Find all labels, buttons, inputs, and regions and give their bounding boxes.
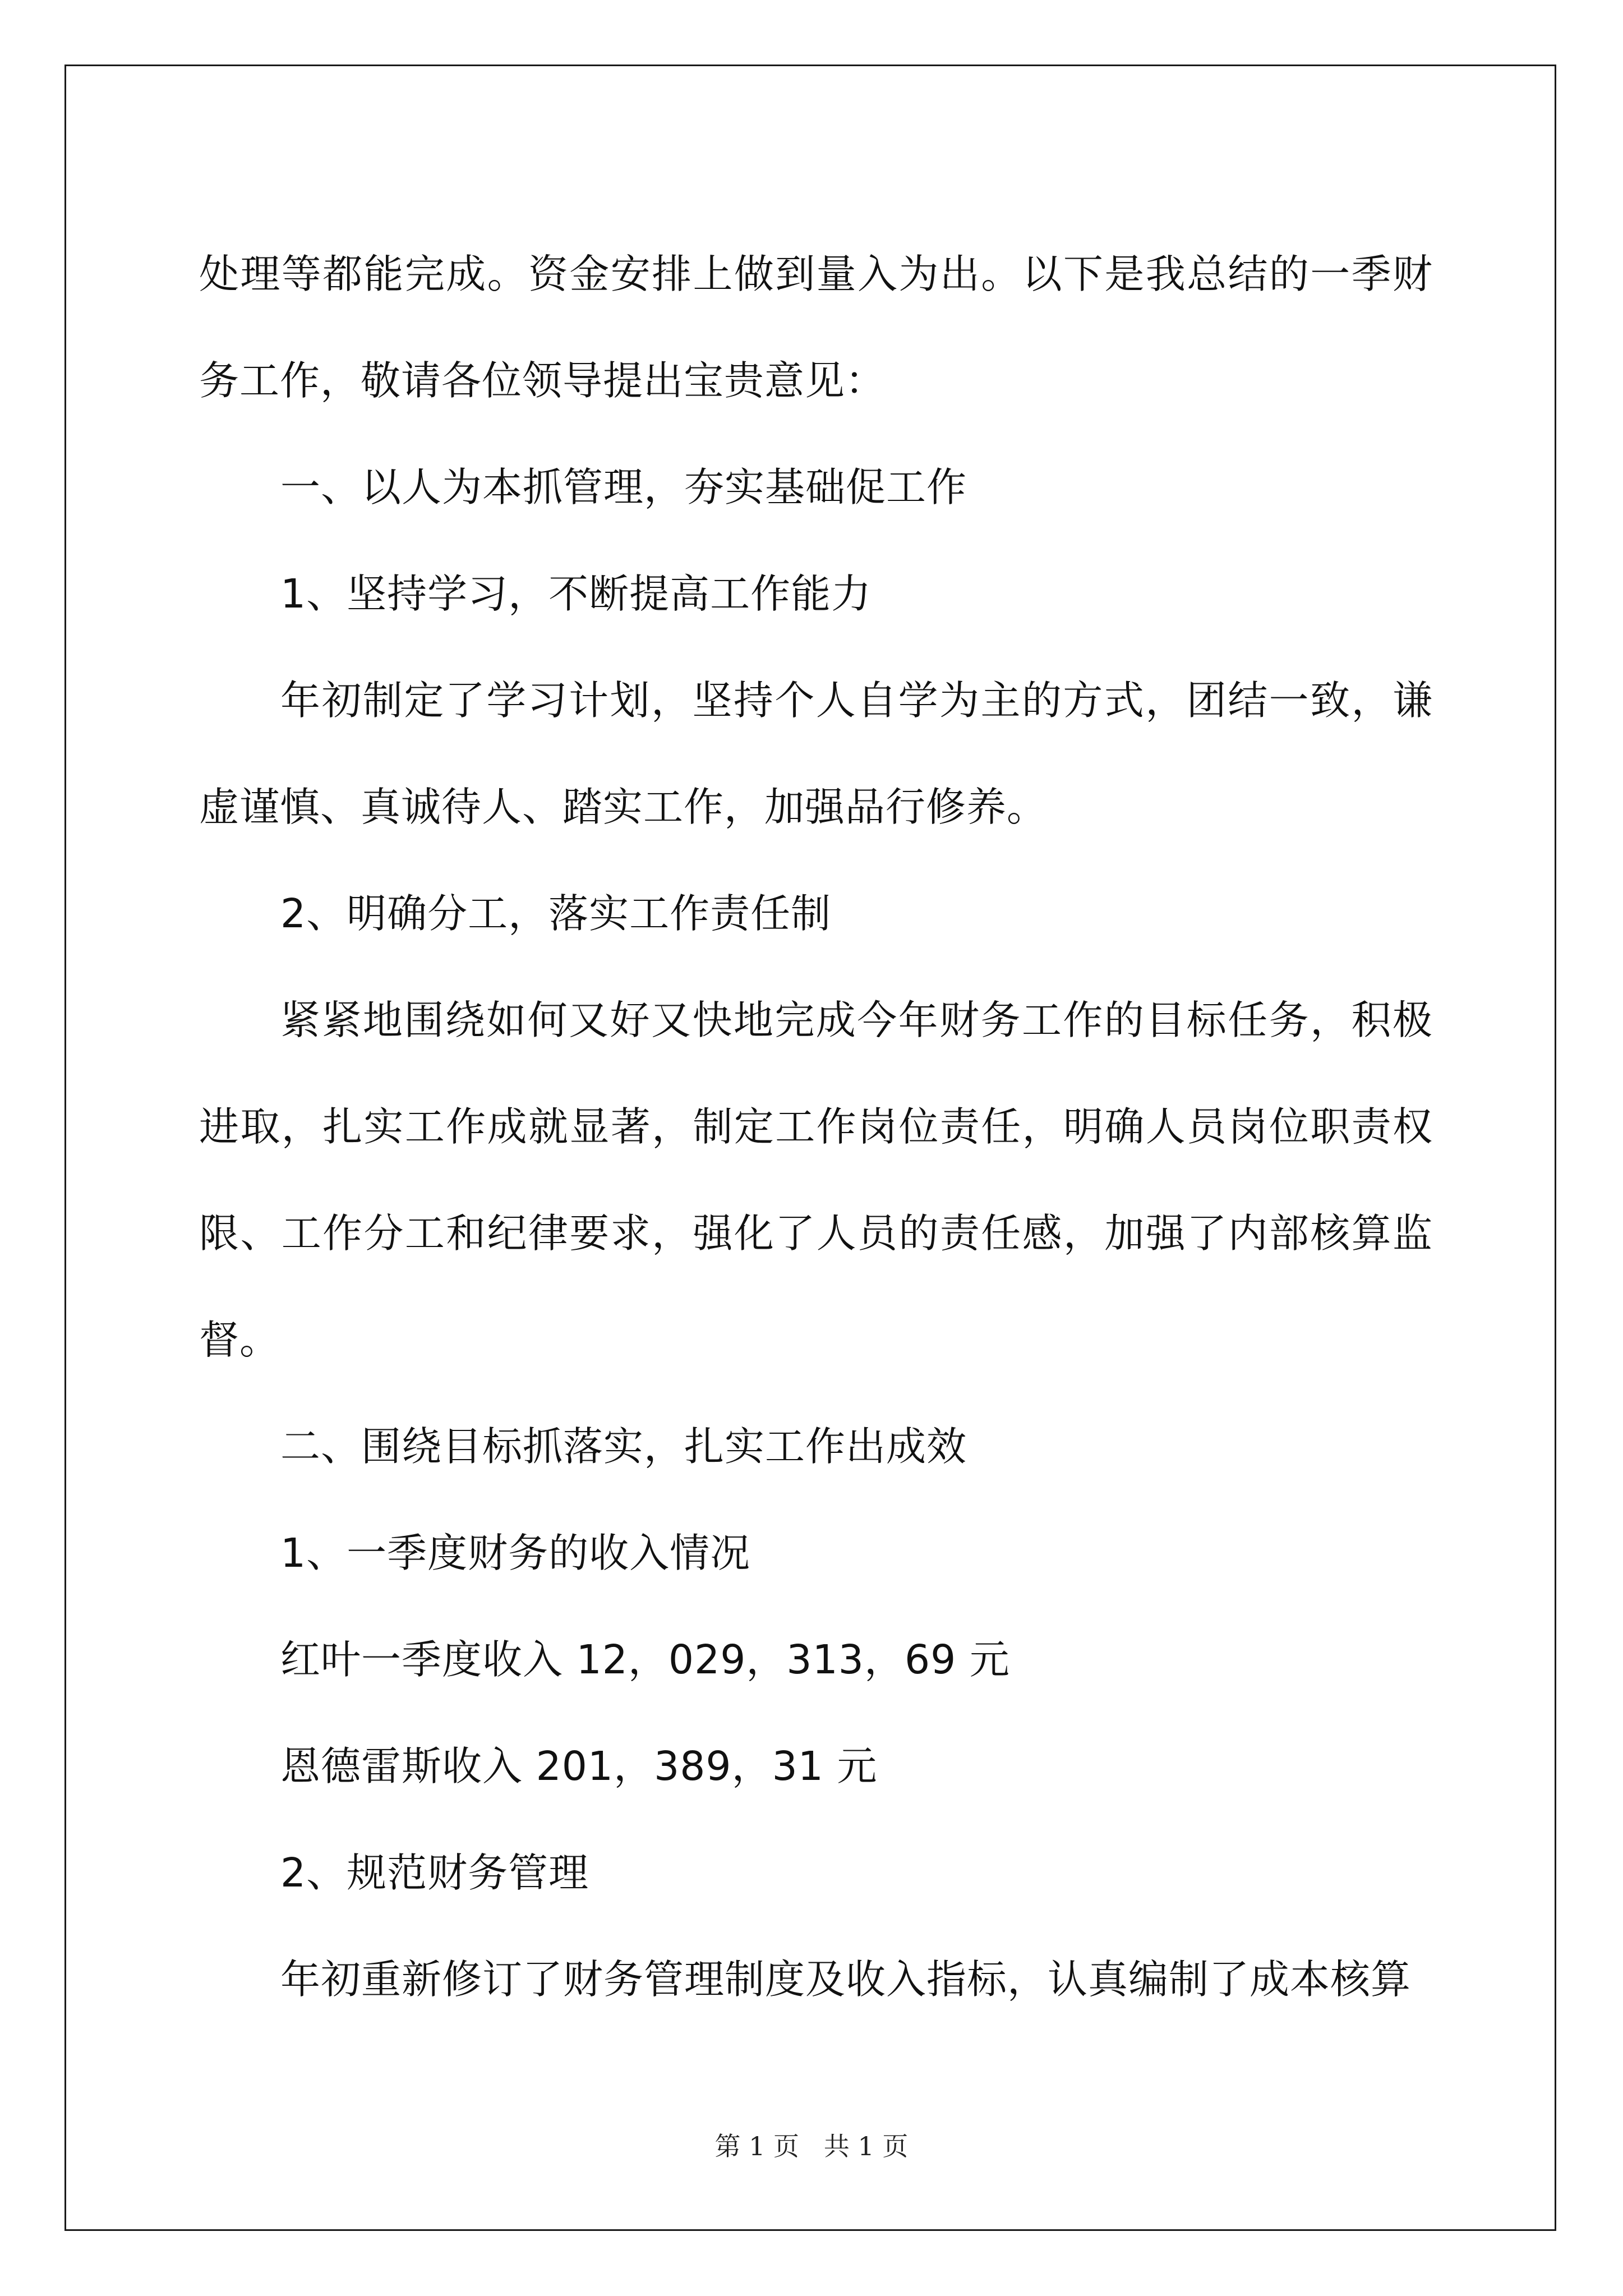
page-number-footer: 第 1 页 共 1 页 bbox=[714, 2131, 909, 2161]
paragraph-study-plan: 年初制定了学习计划，坚持个人自学为主的方式，团结一致，谦虚谨慎、真诚待人、踏实工作，加强品行修养。 bbox=[199, 677, 1433, 830]
subheading-2-2: 2、规范财务管理 bbox=[280, 1849, 589, 1896]
paragraph-financial-management: 年初重新修订了财务管理制度及收入指标，认真编制了成本核算 bbox=[280, 1956, 1412, 2003]
paragraph-responsibility: 紧紧地围绕如何又好又快地完成今年财务工作的目标任务，积极进取，扎实工作成就显著，制定工作岗位责任，明确人员岗位职责权限、工作分工和纪律要求，强化了人员的责任感，加强了内部核算监督。 bbox=[199, 997, 1433, 1363]
income-line-hongye: 红叶一季度收入 12，029，313，69 元 bbox=[280, 1636, 1010, 1683]
subheading-2-1: 1、一季度财务的收入情况 bbox=[280, 1530, 751, 1576]
income-line-endress: 恩德雷斯收入 201，389，31 元 bbox=[280, 1743, 878, 1789]
subheading-1-1: 1、坚持学习，不断提高工作能力 bbox=[280, 570, 872, 617]
section-heading-1: 一、以人为本抓管理，夯实基础促工作 bbox=[280, 464, 967, 510]
section-heading-2: 二、围绕目标抓落实，扎实工作出成效 bbox=[280, 1423, 967, 1470]
document-body bbox=[199, 221, 1433, 2033]
subheading-1-2: 2、明确分工，落实工作责任制 bbox=[280, 890, 832, 937]
paragraph-continuation: 处理等都能完成。资金安排上做到量入为出。以下是我总结的一季财务工作，敬请各位领导提出宝贵意见： bbox=[199, 251, 1433, 404]
